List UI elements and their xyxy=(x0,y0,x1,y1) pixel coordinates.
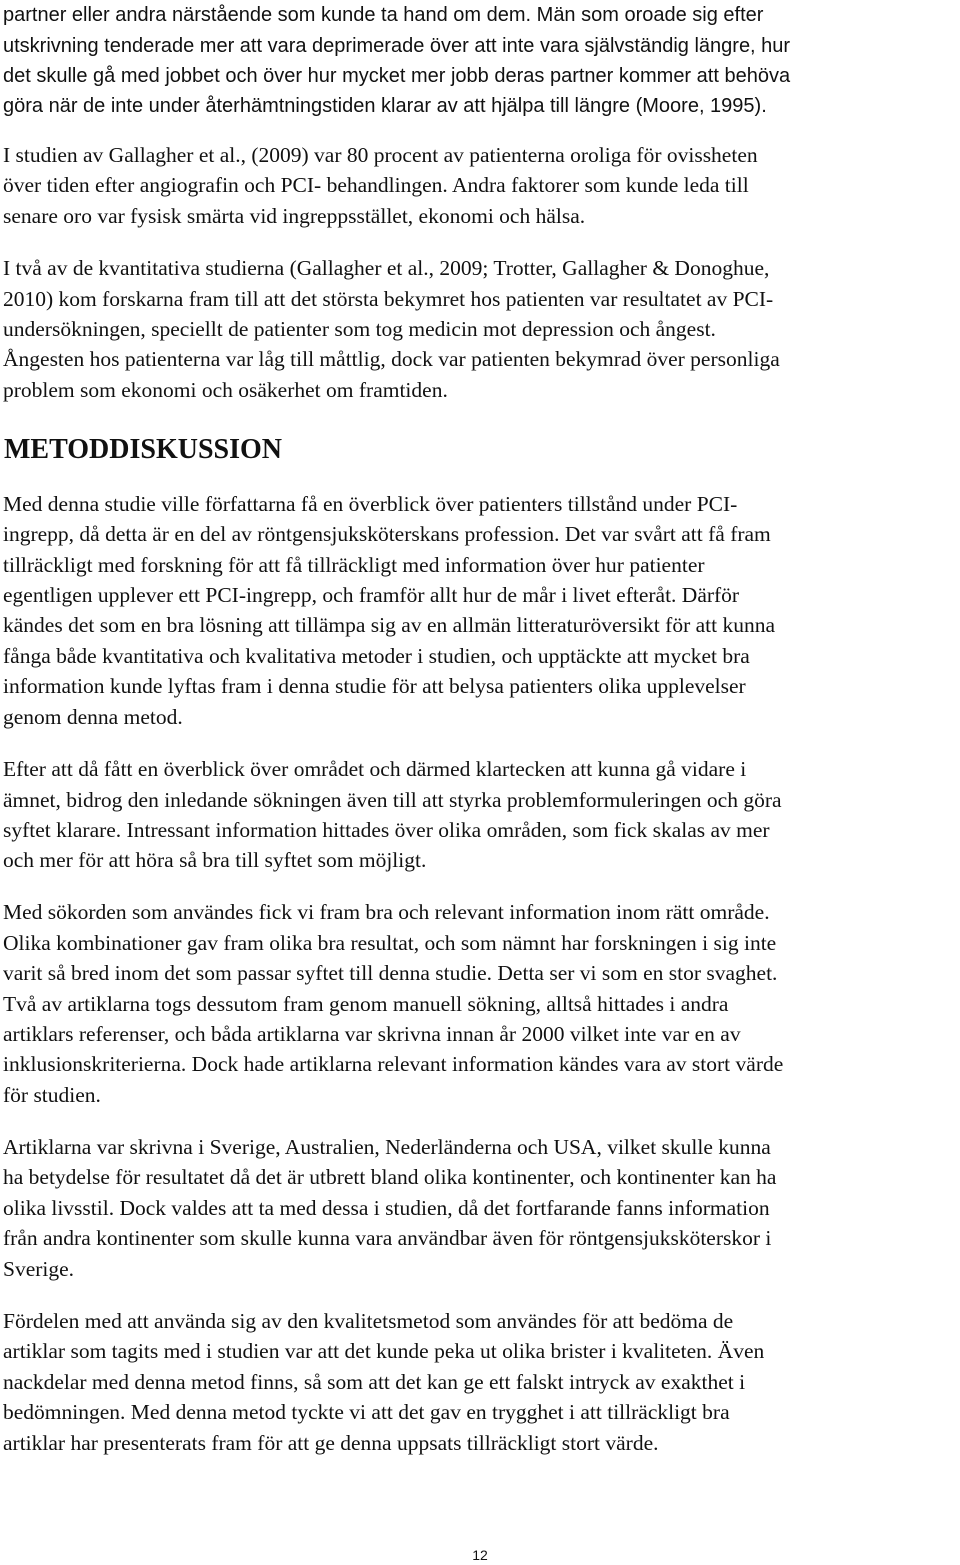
text-line: från andra kontinenter som skulle kunna vara användbar även för röntgensjuksköterskor i xyxy=(3,1226,772,1250)
text-line: undersökningen, speciellt de patienter som tog medicin mot depression och ångest. xyxy=(3,317,716,341)
text-line: Olika kombinationer gav fram olika bra resultat, och som nämnt har forskningen i sig inte xyxy=(3,931,777,955)
page-number: 12 xyxy=(472,1547,488,1563)
text-line: partner eller andra närstående som kunde ta hand om dem. Män som oroade sig efter xyxy=(3,4,764,26)
text-line: Sverige. xyxy=(3,1257,75,1281)
text-line: ingrepp, då detta är en del av röntgensjuksköterskans profession. Det var svårt att få fram xyxy=(3,522,771,546)
text-line: det skulle gå med jobbet och över hur mycket mer jobb deras partner kommer att behöva xyxy=(3,65,791,87)
section-heading: METODDISKUSSION xyxy=(4,434,283,465)
text-line: bedömningen. Med denna metod tyckte vi att det gav en trygghet i att tillräckligt bra xyxy=(3,1400,730,1424)
text-line: Med sökorden som användes fick vi fram bra och relevant information inom rätt område. xyxy=(3,900,770,924)
text-line: Två av artiklarna togs dessutom fram genom manuell sökning, alltså hittades i andra xyxy=(3,992,729,1016)
text-line: Ångesten hos patienterna var låg till måttlig, dock var patienten bekymrad över personliga xyxy=(3,347,780,371)
text-line: artiklar som tagits med i studien var att det kunde peka ut olika brister i kvaliteten. Även xyxy=(3,1339,765,1363)
text-line: 2010) kom forskarna fram till att det största bekymret hos patienten var resultatet av PCI- xyxy=(3,287,774,311)
text-line: problem som ekonomi och osäkerhet om framtiden. xyxy=(3,378,448,402)
text-line: ämnet, bidrog den inledande sökningen även till att styrka problemformuleringen och göra xyxy=(3,788,782,812)
text-line: egentligen upplever ett PCI-ingrepp, och framför allt hur de mår i livet efteråt. Därför xyxy=(3,583,740,607)
text-line: genom denna metod. xyxy=(3,705,183,729)
text-line: kändes det som en bra lösning att tillämpa sig av en allmän litteraturöversikt för att kunna xyxy=(3,613,776,637)
text-line: Artiklarna var skrivna i Sverige, Australien, Nederländerna och USA, vilket skulle kunna xyxy=(3,1135,771,1159)
text-line: utskrivning tenderade mer att vara deprimerade över att inte vara självständig längre, hur xyxy=(3,35,791,57)
text-line: ha betydelse för resultatet då det är utbrett bland olika kontinenter, och kontinenter kan ha xyxy=(3,1165,777,1189)
text-line: information kunde lyftas fram i denna studie för att belysa patienters olika upplevelser xyxy=(3,674,746,698)
text-line: tillräckligt med forskning för att få tillräckligt med information över hur patienter xyxy=(3,553,705,577)
text-line: olika livsstil. Dock valdes att ta med dessa i studien, då det fortfarande fanns information xyxy=(3,1196,770,1220)
text-line: artiklar har presenterats fram för att ge denna uppsats tillräckligt stort värde. xyxy=(3,1431,659,1455)
text-line: nackdelar med denna metod finns, så som att det kan ge ett falskt intryck av exakthet i xyxy=(3,1370,746,1394)
text-line: senare oro var fysisk smärta vid ingreppsstället, ekonomi och hälsa. xyxy=(3,204,586,228)
text-line: artiklars referenser, och båda artiklarna var skrivna innan år 2000 vilket inte var en av xyxy=(3,1022,741,1046)
text-line: Med denna studie ville författarna få en överblick över patienters tillstånd under PCI- xyxy=(3,492,738,516)
text-line: för studien. xyxy=(3,1083,101,1107)
text-line: göra när de inte under återhämtningstiden klarar av att hjälpa till längre (Moore, 1995). xyxy=(3,95,767,117)
text-line: syftet klarare. Intressant information hittades över olika områden, som fick skalas av mer xyxy=(3,818,770,842)
text-line: fånga både kvantitativa och kvalitativa metoder i studien, och upptäckte att mycket bra xyxy=(3,644,750,668)
text-line: inklusionskriterierna. Dock hade artiklarna relevant information kändes vara av stort värde xyxy=(3,1052,784,1076)
text-line: Efter att då fått en överblick över området och därmed klartecken att kunna gå vidare i xyxy=(3,757,747,781)
text-line: I studien av Gallagher et al., (2009) var 80 procent av patienterna oroliga för ovissheten xyxy=(3,143,758,167)
text-line: över tiden efter angiografin och PCI- behandlingen. Andra faktorer som kunde leda till xyxy=(3,173,749,197)
text-line: och mer för att höra så bra till syftet som möjligt. xyxy=(3,848,427,872)
text-line: Fördelen med att använda sig av den kvalitetsmetod som användes för att bedöma de xyxy=(3,1309,734,1333)
text-line: I två av de kvantitativa studierna (Gallagher et al., 2009; Trotter, Gallagher & Donoghue, xyxy=(3,256,770,280)
text-line: varit så bred inom det som passar syftet till denna studie. Detta ser vi som en stor svaghet. xyxy=(3,961,778,985)
